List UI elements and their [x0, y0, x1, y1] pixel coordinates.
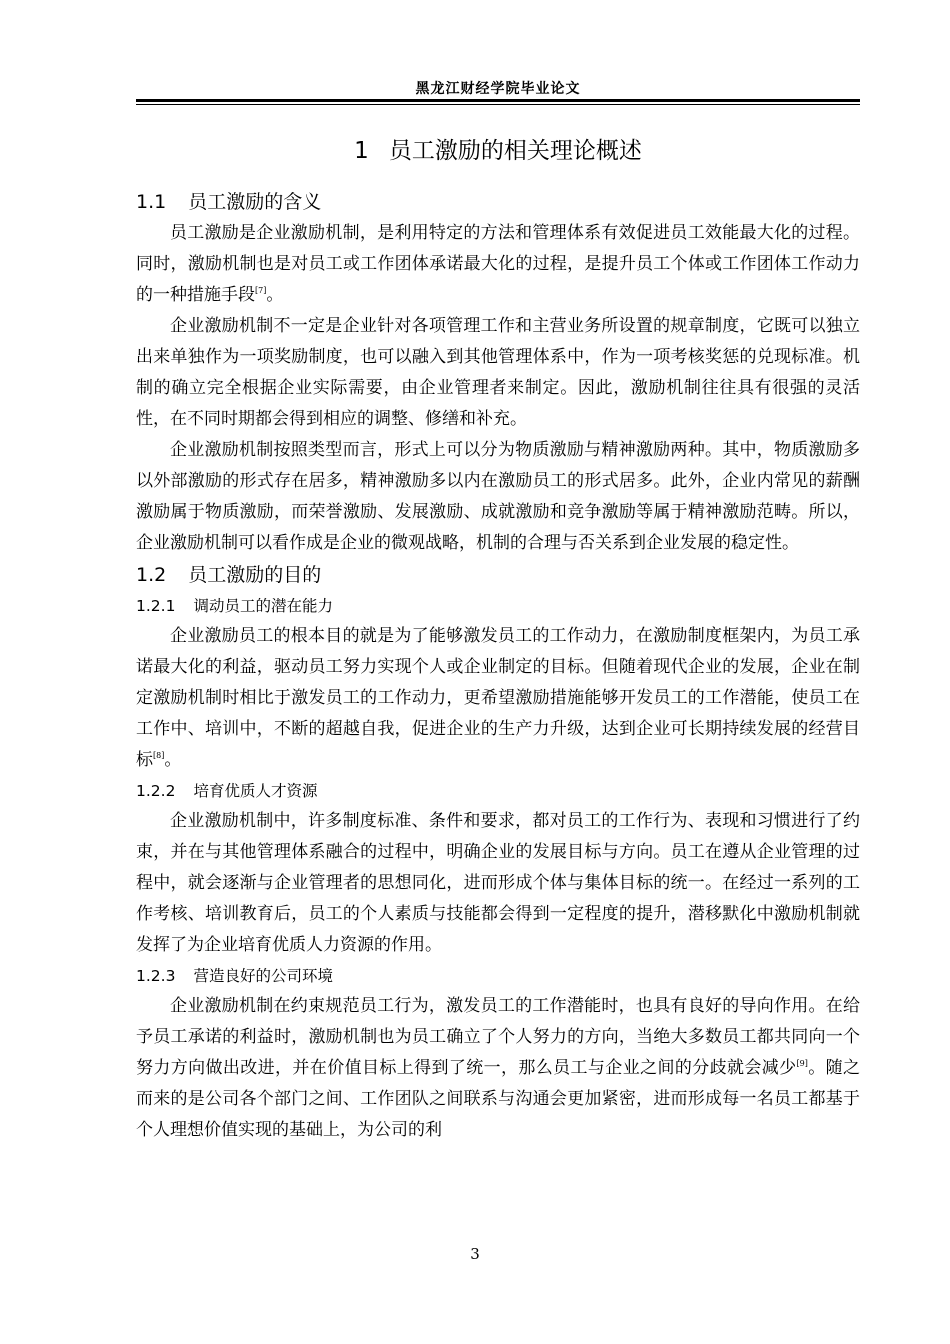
paragraph-text: 企业激励员工的根本目的就是为了能够激发员工的工作动力，在激励制度框架内，为员工承诺最大化的利益，驱动员工努力实现个人或企业制定的目标。但随着现代企业的发展，企业在制定激励机制时相比于激发员工的工作动力，更希望激励措施能够开发员工的工作潜能，使员工在工作中、培训中，不断的超越自我，促进企业的生产力升级，达到企业可长期持续发展的经营目标	[136, 626, 860, 770]
section-number: 1.1	[136, 191, 167, 213]
citation-ref: [9]	[796, 1059, 808, 1068]
section-title: 员工激励的含义	[188, 191, 322, 213]
page-content	[136, 134, 860, 1146]
chapter-title: 员工激励的相关理论概述	[388, 138, 642, 164]
section-number: 1.2	[136, 564, 167, 586]
paragraph-tail: 。	[164, 750, 182, 770]
header-rule-thin	[136, 104, 860, 105]
chapter-heading	[136, 134, 860, 168]
page-number: 3	[470, 1245, 480, 1263]
paragraph: 企业激励机制按照类型而言，形式上可以分为物质激励与精神激励两种。其中，物质激励多以外部激励的形式存在居多，精神激励多以内在激励员工的形式居多。此外，企业内常见的薪酬激励属于物质激励，而荣誉激励、发展激励、成就激励和竞争激励等属于精神激励范畴。所以，企业激励机制可以看作成是企业的微观战略，机制的合理与否关系到企业发展的稳定性。	[136, 440, 860, 553]
paragraph: 企业激励机制中，许多制度标准、条件和要求，都对员工的工作行为、表现和习惯进行了约束，并在与其他管理体系融合的过程中，明确企业的发展目标与方向。员工在遵从企业管理的过程中，就会逐渐与企业管理者的思想同化，进而形成个体与集体目标的统一。在经过一系列的工作考核、培训教育后，员工的个人素质与技能都会得到一定程度的提升，潜移默化中激励机制就发挥了为企业培育优质人力资源的作用。	[136, 811, 860, 955]
subsection-title: 营造良好的公司环境	[193, 967, 333, 985]
subsection-number: 1.2.3	[136, 967, 176, 985]
paragraph-text: 员工激励是企业激励机制，是利用特定的方法和管理体系有效促进员工效能最大化的过程。同时，激励机制也是对员工或工作团体承诺最大化的过程，是提升员工个体或工作团体工作动力的一种措施手段	[136, 223, 860, 305]
citation-ref: [7]	[255, 286, 267, 295]
subsection-heading-1-2-3	[136, 961, 860, 991]
paragraph	[136, 218, 860, 311]
subsection-number: 1.2.2	[136, 782, 176, 800]
paragraph	[136, 621, 860, 776]
paragraph	[136, 991, 860, 1146]
subsection-heading-1-2-2	[136, 776, 860, 806]
chapter-number: 1	[354, 138, 369, 164]
subsection-number: 1.2.1	[136, 597, 176, 615]
paragraph-text: 企业激励机制在约束规范员工行为，激发员工的工作潜能时，也具有良好的导向作用。在给予员工承诺的利益时，激励机制也为员工确立了个人努力的方向，当绝大多数员工都共同向一个努力方向做出改进，并在价值目标上得到了统一，那么员工与企业之间的分歧就会减少	[136, 996, 860, 1078]
subsection-heading-1-2-1	[136, 591, 860, 621]
subsection-title: 培育优质人才资源	[193, 782, 318, 800]
paragraph-tail: 。随之而来的是公司各个部门之间、工作团队之间联系与沟通会更加紧密，进而形成每一名员工都基于个人理想价值实现的基础上，为公司的利	[136, 1058, 861, 1140]
header-rule-thick	[136, 99, 860, 102]
citation-ref: [8]	[153, 751, 165, 760]
running-header: 黑龙江财经学院毕业论文	[415, 81, 581, 97]
paragraph: 企业激励机制不一定是企业针对各项管理工作和主营业务所设置的规章制度，它既可以独立出来单独作为一项奖励制度，也可以融入到其他管理体系中，作为一项考核奖惩的兑现标准。机制的确立完全根据企业实际需要，由企业管理者来制定。因此，激励机制往往具有很强的灵活性，在不同时期都会得到相应的调整、修缮和补充。	[136, 316, 860, 429]
section-title: 员工激励的目的	[188, 564, 322, 586]
section-heading-1-2	[136, 559, 860, 591]
paragraph-tail: 。	[266, 285, 284, 305]
section-heading-1-1	[136, 186, 860, 218]
subsection-title: 调动员工的潜在能力	[193, 597, 333, 615]
